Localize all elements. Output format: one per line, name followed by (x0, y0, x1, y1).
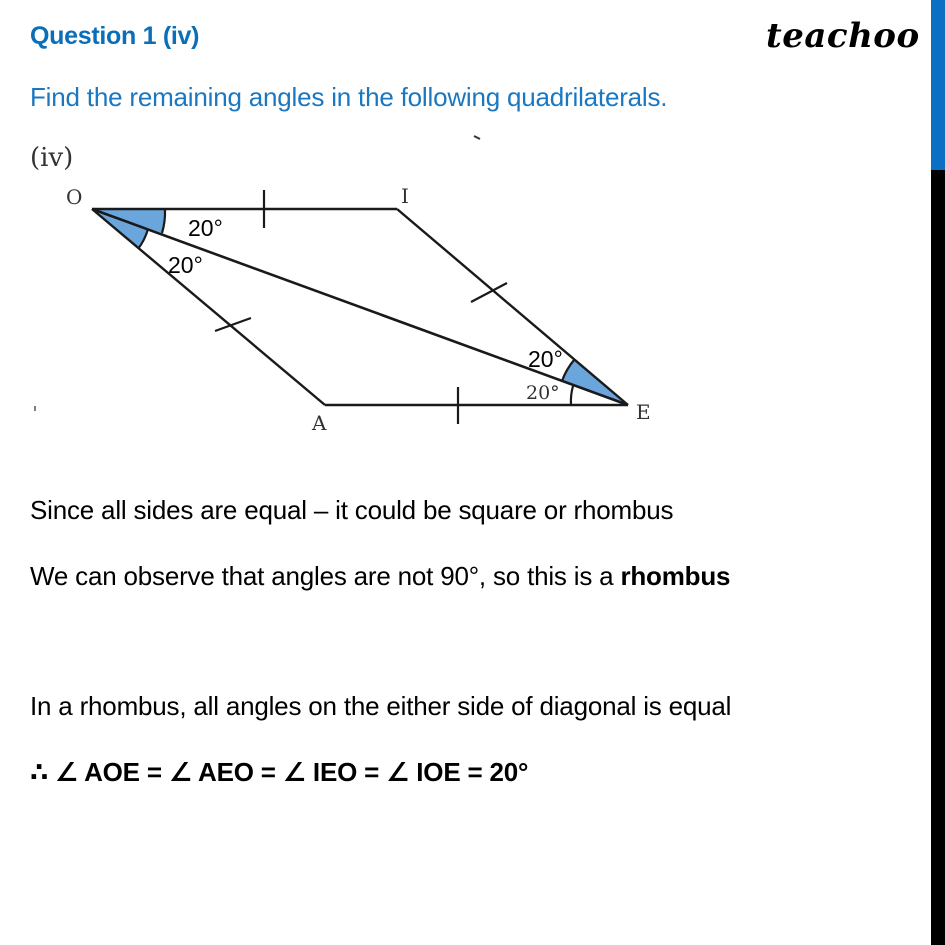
solution-line-2 (30, 561, 730, 592)
part-label: (iv) (30, 143, 74, 173)
angle-label-IOE: 20° (188, 215, 223, 241)
question-title: Question 1 (iv) (30, 22, 200, 50)
vertex-label-A: A (312, 411, 327, 435)
angle-label-AEO: 20° (526, 382, 560, 404)
solution-line-2-text: We can observe that angles are not 90°, so this is a (30, 561, 621, 591)
question-prompt: Find the remaining angles in the following quadrilaterals. (30, 82, 668, 112)
vertex-label-O: O (66, 185, 83, 209)
angle-label-IEO: 20° (528, 346, 563, 372)
rhombus-figure (0, 130, 700, 450)
vertex-label-I: I (401, 184, 409, 208)
side-accent-bar-blue (931, 0, 945, 170)
solution-conclusion: ∴ ∠ AOE = ∠ AEO = ∠ IEO = ∠ IOE = 20° (30, 757, 529, 787)
side-accent-bar-black (931, 170, 945, 945)
teachoo-logo: teachoo (766, 16, 920, 56)
stray-mark (474, 136, 480, 139)
solution-line-3: In a rhombus, all angles on the either side of diagonal is equal (30, 691, 732, 721)
diagonal-OE (92, 209, 628, 405)
vertex-label-E: E (636, 400, 651, 424)
solution-line-1: Since all sides are equal – it could be square or rhombus (30, 495, 674, 525)
angle-label-AOE: 20° (168, 252, 203, 278)
solution-line-2-bold: rhombus (620, 561, 731, 591)
